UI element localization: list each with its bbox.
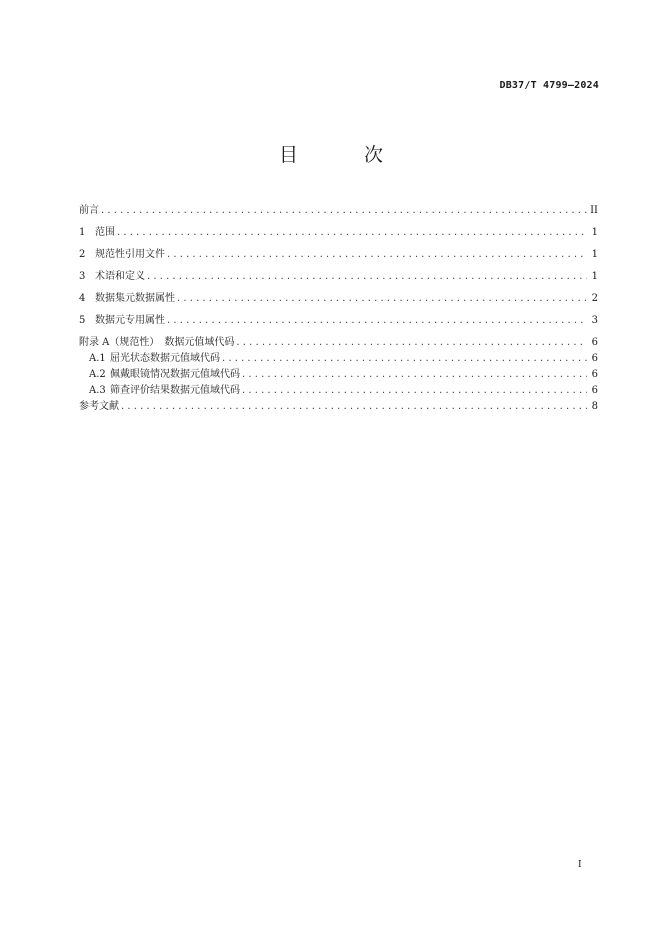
toc-entry-page: 6	[591, 385, 598, 396]
toc-entry-terms-definitions[interactable]	[79, 267, 598, 283]
toc-entry-page: 8	[591, 401, 598, 412]
toc-leader-dots	[242, 369, 587, 380]
toc-entry-page: 1	[591, 227, 598, 238]
toc-entry-foreword[interactable]	[79, 201, 598, 217]
toc-entry-label: 附录 A（规范性） 数据元值域代码	[79, 337, 235, 348]
toc-entry-label: 参考文献	[79, 401, 119, 412]
toc-entry-page: 3	[591, 315, 598, 326]
toc-entry-page: 1	[591, 271, 598, 282]
toc-leader-dots	[167, 249, 587, 260]
toc-entry-number: 2	[79, 249, 86, 260]
page-number: I	[578, 860, 582, 870]
toc-entry-number: 5	[79, 315, 86, 326]
toc-leader-dots	[177, 293, 587, 304]
toc-entry-bibliography[interactable]	[79, 397, 598, 413]
toc-entry-normative-references[interactable]	[79, 245, 598, 261]
toc-entry-number: A.2	[89, 369, 106, 380]
toc-leader-dots	[147, 271, 587, 282]
toc-entry-dataset-metadata[interactable]	[79, 289, 598, 305]
toc-entry-page: 1	[591, 249, 598, 260]
toc-leader-dots	[117, 227, 587, 238]
toc-entry-appendix-a[interactable]	[79, 333, 598, 349]
toc-entry-label: 范围	[95, 227, 115, 238]
toc-entry-page: II	[590, 205, 598, 216]
toc-entry-label: 数据集元数据属性	[95, 293, 175, 304]
toc-entry-page: 6	[591, 353, 598, 364]
toc-entry-label: 术语和定义	[95, 271, 145, 282]
toc-entry-number: A.3	[89, 385, 106, 396]
toc-title: 目 次	[278, 144, 414, 166]
toc-entry-scope[interactable]	[79, 223, 598, 239]
toc-leader-dots	[222, 353, 587, 364]
toc-entry-a2[interactable]	[79, 365, 598, 381]
document-code: DB37/T 4799—2024	[499, 80, 599, 91]
toc-entry-label: 规范性引用文件	[95, 249, 165, 260]
toc-entry-a1[interactable]	[79, 349, 598, 365]
toc-entry-label: 前言	[79, 205, 99, 216]
toc-entry-label: 屈光状态数据元值域代码	[110, 353, 220, 364]
toc-entry-label: 筛查评价结果数据元值域代码	[110, 385, 240, 396]
toc-entry-page: 6	[591, 337, 598, 348]
toc-leader-dots	[101, 205, 587, 216]
toc-leader-dots	[167, 315, 587, 326]
toc-entry-number: A.1	[89, 353, 106, 364]
toc-entry-number: 1	[79, 227, 86, 238]
toc-leader-dots	[236, 337, 587, 348]
toc-entry-page: 2	[591, 293, 598, 304]
toc-entry-page: 6	[591, 369, 598, 380]
toc-entry-number: 3	[79, 271, 86, 282]
table-of-contents	[79, 201, 598, 413]
toc-entry-data-element-attributes[interactable]	[79, 311, 598, 327]
toc-leader-dots	[242, 385, 587, 396]
toc-leader-dots	[121, 401, 587, 412]
toc-entry-label: 数据元专用属性	[95, 315, 165, 326]
toc-entry-a3[interactable]	[79, 381, 598, 397]
toc-entry-number: 4	[79, 293, 86, 304]
toc-entry-label: 佩戴眼镜情况数据元值域代码	[110, 369, 240, 380]
